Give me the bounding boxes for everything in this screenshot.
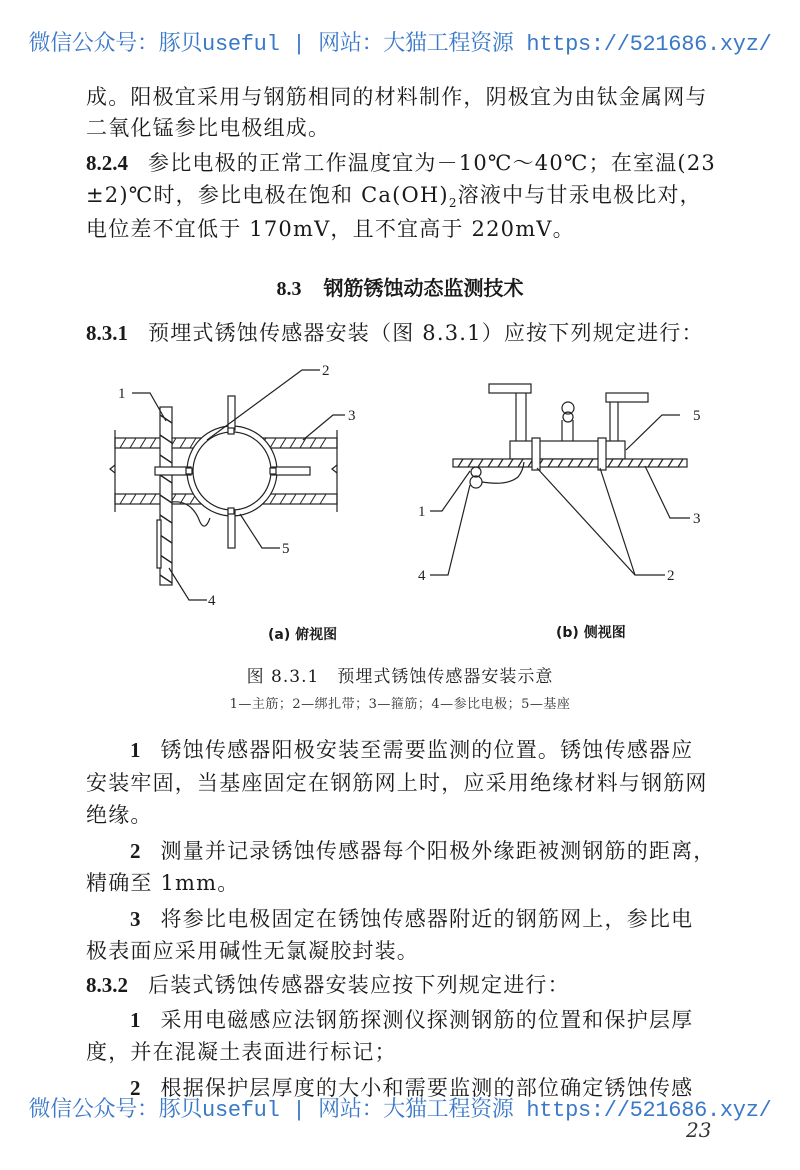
item-number: 3 — [130, 907, 141, 931]
clause-text: 后装式锈蚀传感器安装应按下列规定进行： — [148, 973, 570, 997]
list-item — [86, 1005, 731, 1036]
item-text: 测量并记录锈蚀传感器每个阳极外缘距被测钢筋的距离， — [160, 839, 716, 863]
list-item-line: 度，并在混凝土表面进行标记； — [86, 1040, 397, 1064]
item-number: 1 — [130, 1008, 141, 1032]
subcaption-b: (b) 侧视图 — [556, 625, 626, 641]
clause-8-3-2 — [86, 970, 731, 1001]
clause-number: 8.2.4 — [86, 151, 128, 175]
list-item-line: 安装牢固，当基座固定在钢筋网上时，应采用绝缘材料与钢筋网 — [86, 771, 708, 795]
clause-number: 8.3.1 — [86, 321, 128, 345]
label-2: 2 — [322, 363, 330, 379]
label-1: 1 — [118, 386, 126, 402]
label-4: 4 — [418, 568, 426, 584]
list-item — [86, 735, 731, 766]
item-text: 根据保护层厚度的大小和需要监测的部位确定锈蚀传感 — [160, 1076, 694, 1100]
label-3: 3 — [693, 511, 701, 527]
figure-side-view — [410, 360, 730, 600]
paragraph-line: 二氧化锰参比电极组成。 — [86, 116, 331, 140]
clause-text: ±2)℃时，参比电极在饱和 Ca(OH) — [86, 183, 449, 207]
watermark-top: 微信公众号：豚贝useful | 网站：大猫工程资源 https://521686.xyz/ — [28, 32, 772, 57]
watermark-bottom: 微信公众号：豚贝useful | 网站：大猫工程资源 https://521686.xyz/ — [28, 1098, 772, 1123]
clause-8-2-4 — [86, 148, 731, 179]
label-1: 1 — [418, 504, 426, 520]
list-item-line: 绝缘。 — [86, 803, 153, 827]
clause-number: 8.3.2 — [86, 973, 128, 997]
figure-caption: 图 8.3.1 预埋式锈蚀传感器安装示意 — [246, 667, 554, 687]
clause-text: 参比电极的正常工作温度宜为－10℃～40℃；在室温(23 — [148, 151, 716, 175]
label-5: 5 — [693, 408, 701, 424]
clause-text: 预埋式锈蚀传感器安装（图 8.3.1）应按下列规定进行： — [148, 321, 704, 345]
figure-legend: 1—主筋；2—绑扎带；3—箍筋；4—参比电极；5—基座 — [229, 697, 571, 712]
item-number: 2 — [130, 839, 141, 863]
item-text: 将参比电极固定在锈蚀传感器附近的钢筋网上，参比电 — [160, 907, 694, 931]
clause-8-2-4-line3: 电位差不宜低于 170mV，且不宜高于 220mV。 — [86, 217, 575, 241]
section-heading — [0, 272, 800, 301]
list-item — [86, 836, 731, 867]
label-5: 5 — [282, 541, 290, 557]
item-number: 2 — [130, 1076, 141, 1100]
paragraph-line: 成。阳极宜采用与钢筋相同的材料制作，阴极宜为由钛金属网与 — [86, 85, 708, 109]
item-number: 1 — [130, 738, 141, 762]
item-text: 采用电磁感应法钢筋探测仪探测钢筋的位置和保护层厚 — [160, 1008, 694, 1032]
list-item-line: 精确至 1mm。 — [86, 871, 240, 895]
figure-top-view — [100, 360, 390, 620]
item-text: 锈蚀传感器阳极安装至需要监测的位置。锈蚀传感器应 — [160, 738, 694, 762]
list-item-line: 极表面应采用碱性无氯凝胶封装。 — [86, 939, 419, 963]
subcaption-a: (a) 俯视图 — [268, 627, 338, 643]
clause-8-3-1 — [86, 318, 731, 349]
list-item — [86, 904, 731, 935]
label-3: 3 — [348, 408, 356, 424]
section-title: 钢筋锈蚀动态监测技术 — [323, 276, 524, 300]
label-4: 4 — [208, 593, 216, 609]
section-number: 8.3 — [276, 278, 302, 300]
label-2: 2 — [667, 568, 675, 584]
page-number: 23 — [686, 1118, 712, 1142]
subscript: 2 — [448, 196, 458, 211]
clause-text: 溶液中与甘汞电极比对， — [457, 183, 702, 207]
